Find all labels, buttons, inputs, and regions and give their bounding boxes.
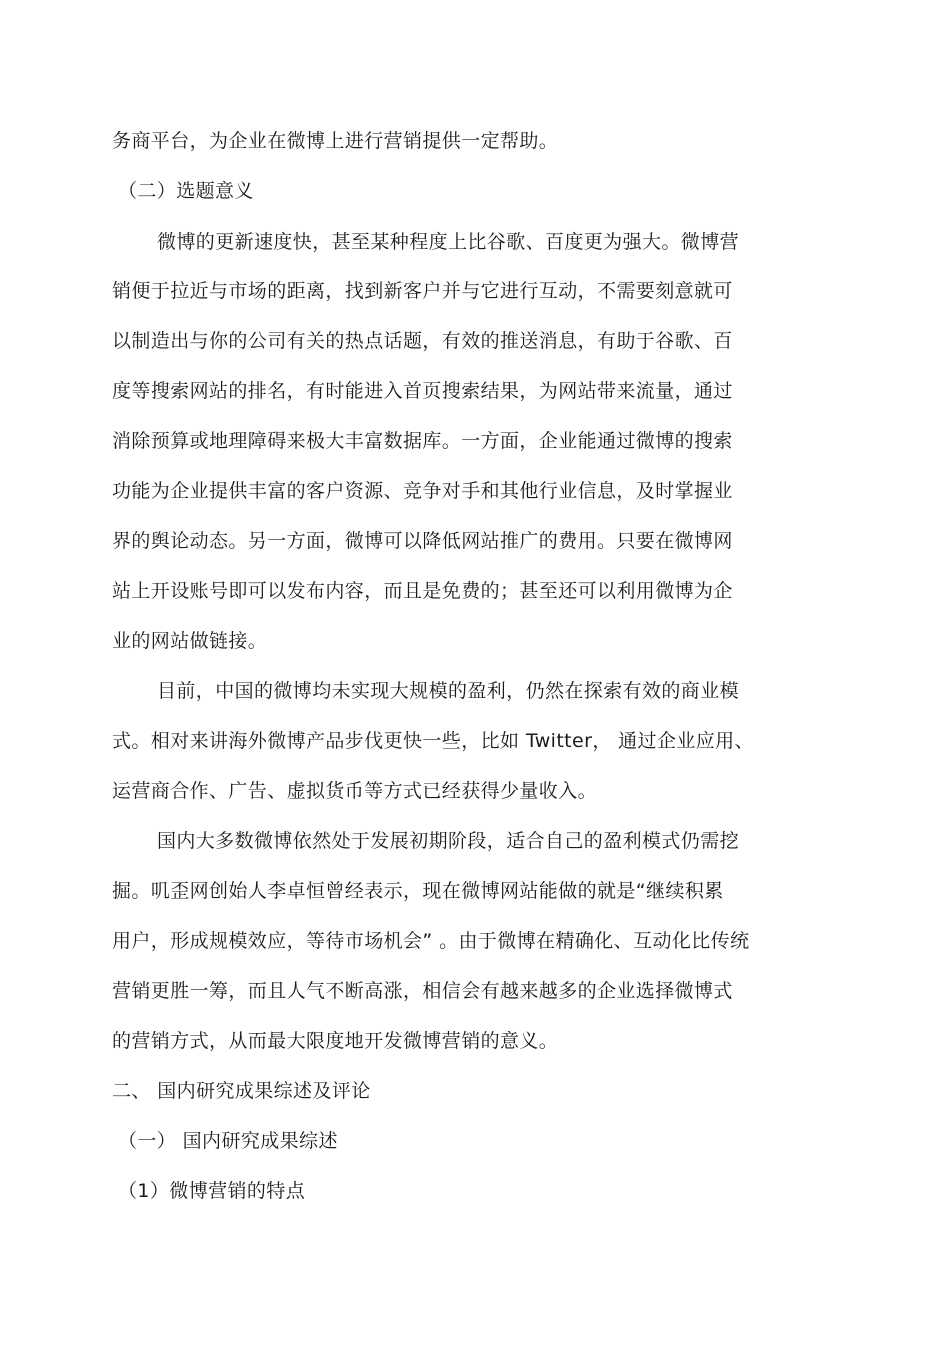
section-heading-2: （一） 国内研究成果综述 bbox=[118, 1130, 338, 1152]
paragraph-line: 度等搜索网站的排名，有时能进入首页搜索结果，为网站带来流量，通过 bbox=[112, 380, 733, 402]
paragraph-line: 务商平台，为企业在微博上进行营销提供一定帮助。 bbox=[112, 130, 559, 152]
section-heading-1: 二、 国内研究成果综述及评论 bbox=[112, 1080, 371, 1102]
paragraph-line: 界的舆论动态。另一方面，微博可以降低网站推广的费用。只要在微博网 bbox=[112, 530, 733, 552]
paragraph-line: 销便于拉近与市场的距离，找到新客户并与它进行互动，不需要刻意就可 bbox=[112, 280, 733, 302]
paragraph-line: 用户，形成规模效应，等待市场机会” 。由于微博在精确化、互动化比传统 bbox=[112, 930, 750, 952]
paragraph-line: 站上开设账号即可以发布内容，而且是免费的；甚至还可以利用微博为企 bbox=[112, 580, 733, 602]
paragraph-line: 国内大多数微博依然处于发展初期阶段，适合自己的盈利模式仍需挖 bbox=[157, 830, 740, 852]
paragraph-line: 消除预算或地理障碍来极大丰富数据库。一方面，企业能通过微博的搜索 bbox=[112, 430, 733, 452]
paragraph-line: 微博的更新速度快，甚至某种程度上比谷歌、百度更为强大。微博营 bbox=[157, 231, 740, 253]
paragraph-line: 的营销方式，从而最大限度地开发微博营销的意义。 bbox=[112, 1030, 559, 1052]
section-heading-3: （1）微博营销的特点 bbox=[118, 1180, 306, 1202]
paragraph-line: 目前，中国的微博均未实现大规模的盈利，仍然在探索有效的商业模 bbox=[157, 680, 740, 702]
paragraph-line: 功能为企业提供丰富的客户资源、竞争对手和其他行业信息，及时掌握业 bbox=[112, 480, 733, 502]
paragraph-line: 运营商合作、广告、虚拟货币等方式已经获得少量收入。 bbox=[112, 780, 598, 802]
paragraph-line: 以制造出与你的公司有关的热点话题，有效的推送消息，有助于谷歌、百 bbox=[112, 330, 733, 352]
paragraph-line: 业的网站做链接。 bbox=[112, 630, 268, 652]
paragraph-line: 营销更胜一筹，而且人气不断高涨，相信会有越来越多的企业选择微博式 bbox=[112, 980, 733, 1002]
paragraph-line: 掘。叽歪网创始人李卓恒曾经表示，现在微博网站能做的就是“继续积累 bbox=[112, 880, 724, 902]
paragraph-line: 式。相对来讲海外微博产品步伐更快一些，比如 Twitter， 通过企业应用、 bbox=[112, 730, 754, 752]
section-heading-2: （二）选题意义 bbox=[118, 180, 254, 202]
